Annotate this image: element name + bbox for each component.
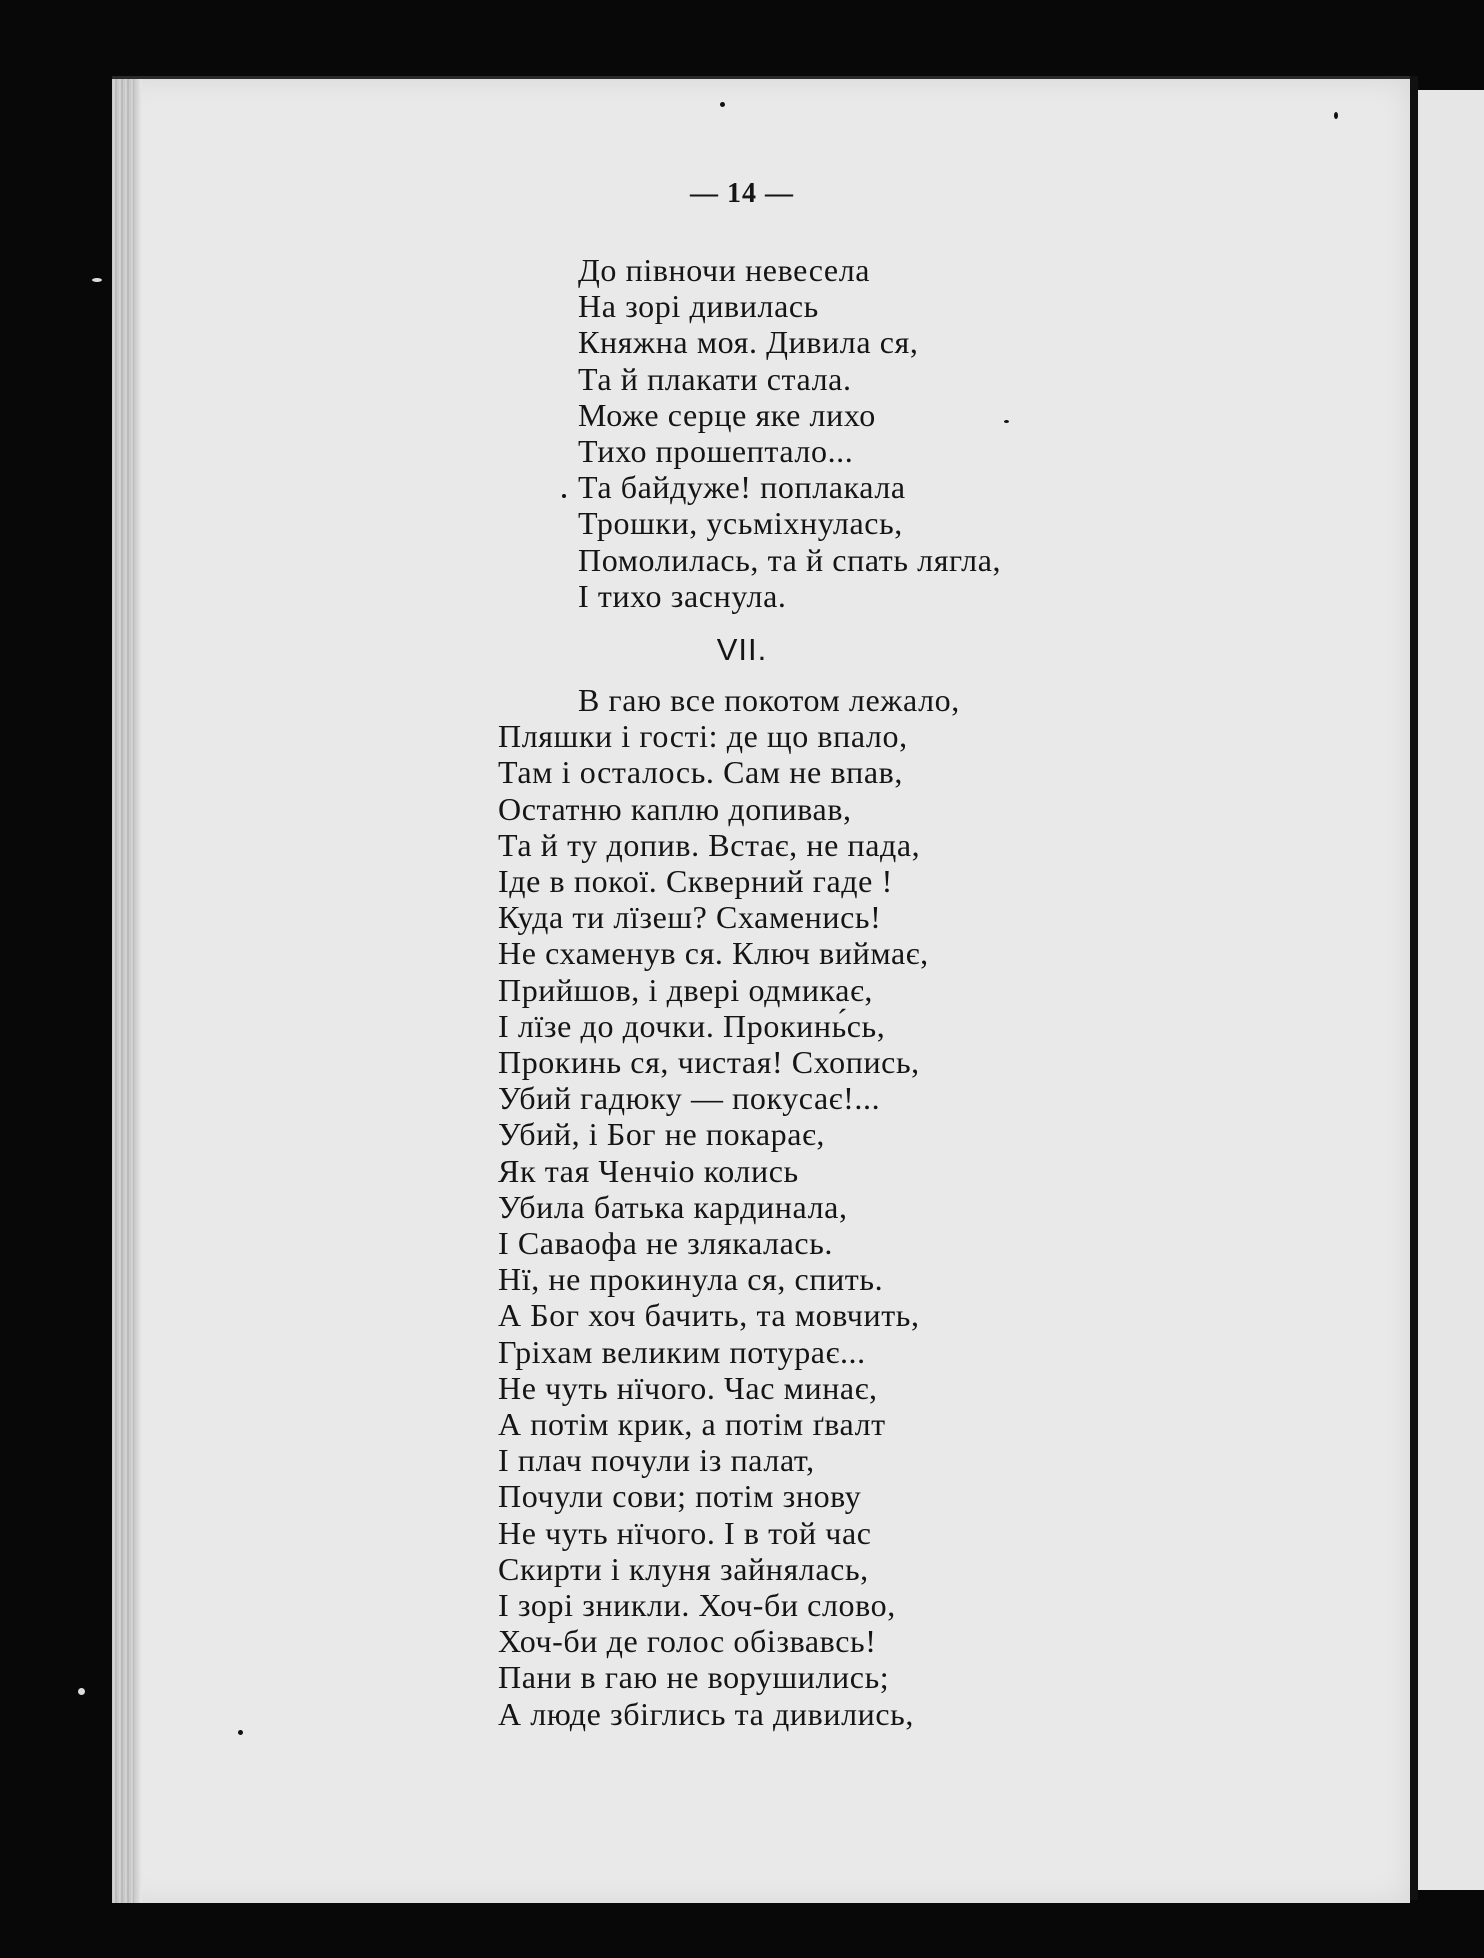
verse-line: Нї, не прокинула ся, спить. bbox=[498, 1261, 884, 1298]
adjacent-page-edge bbox=[1418, 90, 1484, 1890]
verse-line: Пани в гаю не ворушились; bbox=[498, 1659, 890, 1696]
verse-line: Гріхам великим потурає... bbox=[498, 1333, 866, 1370]
scan-speck bbox=[562, 494, 566, 498]
verse-line: Убий, і Бог не покарає, bbox=[498, 1116, 826, 1153]
verse-line: На зорі дивилась bbox=[578, 288, 819, 325]
verse-line: Та й ту допив. Встає, не пада, bbox=[498, 826, 921, 863]
verse-line: Як тая Ченчіо колись bbox=[498, 1152, 799, 1189]
verse-line: Куда ти лїзеш? Схаменись! bbox=[498, 899, 882, 936]
verse-line: Убий гадюку — покусає!... bbox=[498, 1080, 881, 1117]
verse-line: І лїзе до дочки. Прокинь́сь, bbox=[498, 1007, 886, 1044]
verse-line: Убила батька кардинала, bbox=[498, 1188, 848, 1225]
verse-line: Може серце яке лихо bbox=[578, 396, 876, 433]
verse-line: Пляшки і гості: де що впало, bbox=[498, 718, 908, 755]
verse-line: Княжна моя. Дивила ся, bbox=[578, 324, 919, 361]
page-number: — 14 — bbox=[690, 178, 794, 209]
scan-speck bbox=[92, 278, 102, 282]
verse-line: Скирти і клуня зайнялась, bbox=[498, 1550, 869, 1587]
scan-speck bbox=[238, 1730, 243, 1735]
verse-line: Та й плакати стала. bbox=[578, 360, 852, 397]
verse-line: Хоч-би де голос обізвавсь! bbox=[498, 1623, 877, 1660]
verse-line: Тихо прошептало... bbox=[578, 433, 854, 470]
verse-line: І зорі зникли. Хоч-би слово, bbox=[498, 1587, 896, 1624]
verse-line: Не чуть нїчого. І в той час bbox=[498, 1514, 872, 1551]
verse-line: А Бог хоч бачить, та мовчить, bbox=[498, 1297, 920, 1334]
page-binding-shadow bbox=[134, 79, 142, 1903]
verse-line: Почули сови; потім знову bbox=[498, 1478, 862, 1515]
stanza-2 bbox=[498, 682, 1138, 1732]
verse-line: І тихо заснула. bbox=[578, 577, 787, 614]
verse-line: Помолилась, та й спать лягла, bbox=[578, 541, 1002, 578]
verse-line: А потім крик, а потім ґвалт bbox=[498, 1406, 886, 1443]
stanza-1 bbox=[578, 252, 1138, 614]
verse-line: В гаю все покотом лежало, bbox=[578, 682, 960, 718]
section-heading: VII. bbox=[716, 632, 768, 667]
verse-line: Прокинь ся, чистая! Схопись, bbox=[498, 1044, 920, 1081]
verse-line: Та байдуже! поплакала bbox=[578, 469, 906, 506]
page-gutter bbox=[1410, 76, 1418, 1900]
verse-line: Остатню каплю допивав, bbox=[498, 790, 852, 827]
scan-speck bbox=[1334, 112, 1338, 119]
verse-line: Іде в покої. Скверний гаде ! bbox=[498, 863, 893, 900]
scan-speck bbox=[720, 102, 725, 107]
verse-line: Не чуть нїчого. Час минає, bbox=[498, 1369, 878, 1406]
verse-line: Трошки, усьміхнулась, bbox=[578, 505, 903, 542]
verse-line: А люде збіглись та дивились, bbox=[498, 1695, 914, 1732]
scan-speck bbox=[78, 1688, 85, 1695]
verse-line: Не схаменув ся. Ключ виймає, bbox=[498, 935, 929, 972]
verse-line: І плач почули із палат, bbox=[498, 1442, 815, 1479]
page-binding-edge bbox=[112, 79, 134, 1903]
verse-line: До півночи невесела bbox=[578, 252, 871, 288]
verse-line: Там і осталось. Сам не впав, bbox=[498, 754, 903, 791]
verse-line: Прийшов, і двері одмикає, bbox=[498, 971, 874, 1008]
verse-line: І Саваофа не злякалась. bbox=[498, 1225, 834, 1262]
